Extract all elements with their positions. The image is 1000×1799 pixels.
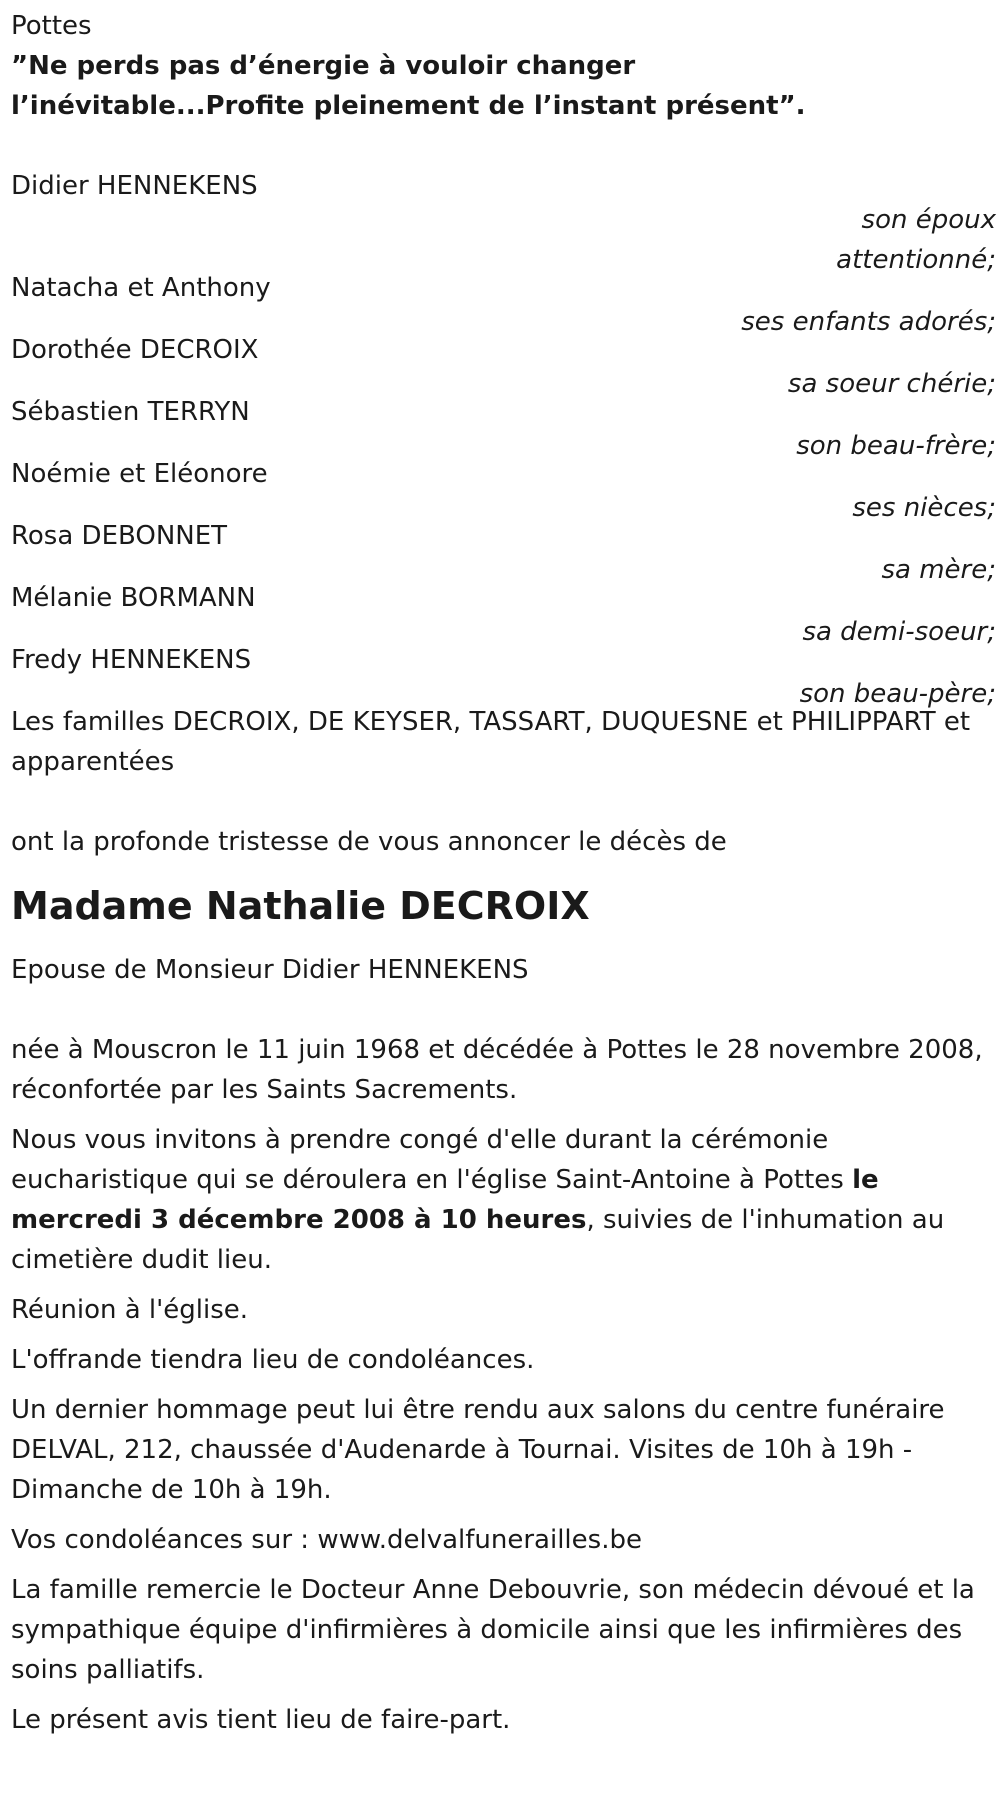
family-member-name: Sébastien TERRYN bbox=[11, 397, 250, 427]
reunion-paragraph: Réunion à l'église. bbox=[11, 1295, 249, 1325]
tribute-paragraph: Un dernier hommage peut lui être rendu aux salons du centre funéraire DELVAL, 212, chaussée d'Audenarde à Tournai. Visites de 10h à 19h - Dimanche de 10h à 19h. bbox=[11, 1395, 945, 1505]
extended-families: Les familles DECROIX, DE KEYSER, TASSART, DUQUESNE et PHILIPPART et apparentées bbox=[11, 707, 971, 777]
relation-line-2: attentionné; bbox=[836, 245, 996, 275]
family-member bbox=[11, 640, 997, 709]
spacer bbox=[11, 782, 991, 822]
family-member-name: Mélanie BORMANN bbox=[11, 583, 256, 613]
family-member-relation: sa demi-soeur; bbox=[802, 617, 996, 647]
family-member bbox=[11, 454, 997, 523]
family-member bbox=[11, 578, 997, 647]
family-member-relation: ses nièces; bbox=[852, 493, 996, 523]
condolences-paragraph: Vos condoléances sur : www.delvalfunerailles.be bbox=[11, 1525, 642, 1555]
family-member-name: Natacha et Anthony bbox=[11, 273, 271, 303]
ceremony-text-before: Nous vous invitons à prendre congé d'elle durant la cérémonie eucharistique qui se déroulera en l'église Saint-Antoine à Pottes bbox=[11, 1125, 853, 1195]
family-member-relation: sa soeur chérie; bbox=[787, 369, 996, 399]
family-member-name: Rosa DEBONNET bbox=[11, 521, 228, 551]
obituary-notice bbox=[11, 0, 996, 1740]
deceased-name: Madame Nathalie DECROIX bbox=[11, 884, 590, 928]
ceremony-text-after: , suivies de l'inhumation au cimetière dudit lieu. bbox=[11, 1205, 945, 1275]
thanks-paragraph: La famille remercie le Docteur Anne Debouvrie, son médecin dévoué et la sympathique équipe d'infirmières à domicile ainsi que les infirmières des soins palliatifs. bbox=[11, 1575, 975, 1685]
family-member-name: Fredy HENNEKENS bbox=[11, 645, 252, 675]
family-member-relation: sa mère; bbox=[881, 555, 996, 585]
family-member-name: Dorothée DECROIX bbox=[11, 335, 259, 365]
spouse-line: Epouse de Monsieur Didier HENNEKENS bbox=[11, 955, 529, 985]
family-member bbox=[11, 268, 997, 337]
family-member-name: Didier HENNEKENS bbox=[11, 171, 258, 201]
birth-death-paragraph: née à Mouscron le 11 juin 1968 et décédée à Pottes le 28 novembre 2008, réconfortée par les Saints Sacrements. bbox=[11, 1035, 983, 1105]
family-member-relation: ses enfants adorés; bbox=[741, 307, 996, 337]
announcement-text: ont la profonde tristesse de vous annoncer le décès de bbox=[11, 827, 727, 857]
ceremony-paragraph bbox=[11, 1120, 1000, 1280]
family-member-relation: son beau-père; bbox=[799, 679, 996, 709]
family-member bbox=[11, 330, 997, 399]
family-member-name: Noémie et Eléonore bbox=[11, 459, 268, 489]
offering-paragraph: L'offrande tiendra lieu de condoléances. bbox=[11, 1345, 535, 1375]
family-member-relation: son beau-frère; bbox=[796, 431, 996, 461]
spacer bbox=[11, 126, 991, 166]
motto-quote: ”Ne perds pas d’énergie à vouloir changer l’inévitable...Profite pleinement de l’instant présent”. bbox=[11, 51, 806, 121]
family-member bbox=[11, 516, 997, 585]
place-name: Pottes bbox=[11, 11, 92, 41]
relation-line-1: son époux bbox=[861, 205, 996, 235]
ceremony-date-time: le mercredi 3 décembre 2008 à 10 heures bbox=[11, 1165, 879, 1235]
closing-paragraph: Le présent avis tient lieu de faire-part. bbox=[11, 1705, 511, 1735]
family-member bbox=[11, 392, 997, 461]
spacer bbox=[11, 990, 991, 1030]
